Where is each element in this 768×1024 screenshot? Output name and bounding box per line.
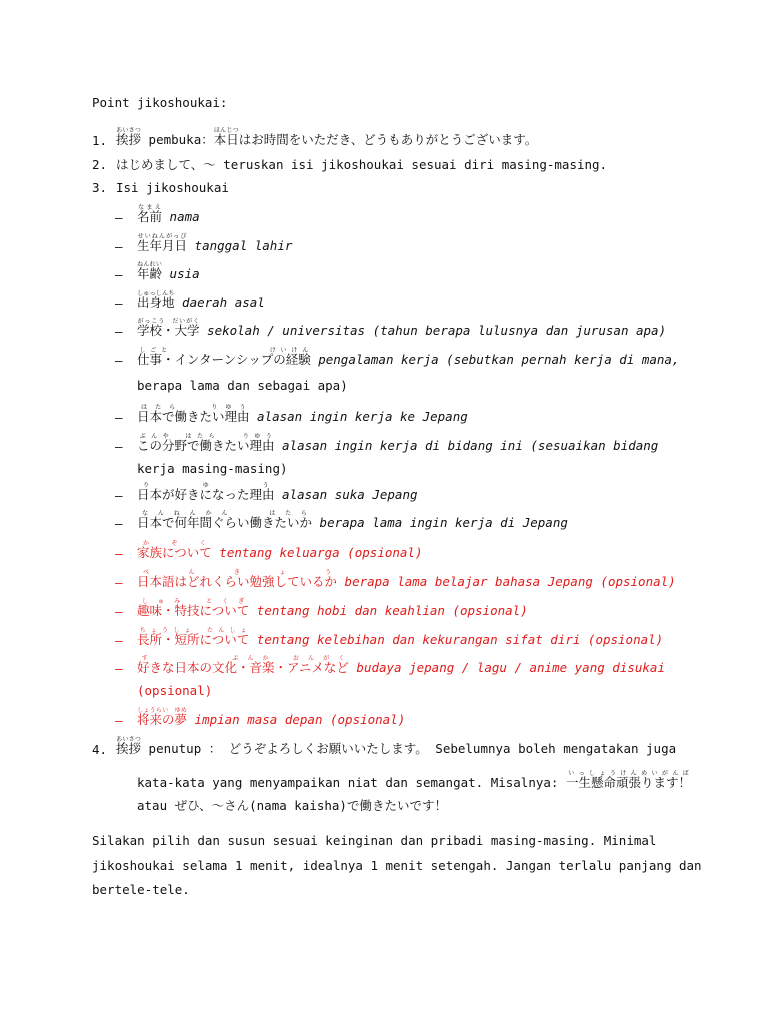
step-3-text: Isi jikoshoukai — [116, 180, 229, 195]
item-ruby: この分野で働きたい理由ぶんや はたら りゆう — [137, 433, 275, 453]
item-dash: – — [115, 439, 123, 454]
item-ruby: 趣味・特技についてしゅみ とくぎ — [137, 598, 250, 618]
item-ruby: 仕事・インターンシップの経験しごと けいけん — [137, 347, 311, 367]
item-ruby: 好きな日本の文化・音楽・アニメなどす ぶんか おんがく — [137, 655, 349, 675]
item-ruby: 家族についてかぞく — [137, 540, 212, 560]
item-dash: – — [115, 267, 123, 282]
item-dash: – — [115, 575, 123, 590]
item-description: tentang keluarga (opsional) — [211, 545, 423, 560]
item-text — [137, 404, 468, 425]
item-description: sekolah / universitas (tahun berapa lulusnya dan jurusan apa) — [199, 323, 667, 338]
item-continuation: berapa lama dan sebagai apa) — [137, 378, 348, 393]
item-ruby: 出身地しゅっしんち — [137, 290, 175, 310]
item-text — [137, 569, 676, 590]
item-ruby: 日本語はどれくらい勉強しているかべんきょう — [137, 569, 338, 589]
item-dash: – — [115, 353, 123, 368]
item-text — [137, 204, 200, 225]
item-text — [137, 433, 658, 454]
item-dash: – — [115, 604, 123, 619]
item-text — [137, 598, 528, 619]
step-4-line-2: kata-kata yang menyampaikan niat dan semangat. Misalnya: 一生懸命頑張ります！いっしょうけんめいがんば — [137, 770, 691, 790]
step-4-line-2-ruby: 一生懸命頑張ります！いっしょうけんめいがんば — [565, 770, 691, 790]
item-text — [137, 261, 200, 282]
item-description: berapa lama ingin kerja di Jepang — [312, 515, 568, 530]
item-description: daerah asal — [174, 295, 265, 310]
item-dash: – — [115, 516, 123, 531]
item-dash: – — [115, 296, 123, 311]
item-dash: – — [115, 239, 123, 254]
document-title: Point jikoshoukai: — [92, 95, 228, 110]
item-text — [137, 318, 666, 339]
item-text — [137, 290, 265, 311]
item-ruby: 長所・短所についてちょうしょ たんしょ — [137, 627, 250, 647]
item-ruby: 学校・大学がっこう だいがく — [137, 318, 200, 338]
item-ruby: 日本が好きになった理由りゆう — [137, 482, 275, 502]
step-2-text: はじめまして、～ teruskan isi jikoshoukai sesuai diri masing-masing. — [116, 157, 608, 172]
closing-line-2: jikoshoukai selama 1 menit, idealnya 1 menit setengah. Jangan terlalu panjang dan — [92, 858, 702, 873]
item-dash: – — [115, 713, 123, 728]
item-description: tentang hobi dan keahlian (opsional) — [249, 603, 528, 618]
item-text — [137, 540, 422, 561]
step-4-line-3: atau ぜひ、～さん(nama kaisha)で働きたいです！ — [137, 798, 447, 813]
item-description: alasan ingin kerja di bidang ini (sesuaikan bidang — [274, 438, 659, 453]
item-text — [137, 707, 405, 728]
item-text — [137, 233, 292, 254]
item-dash: – — [115, 410, 123, 425]
item-description: tanggal lahir — [187, 238, 293, 253]
item-description: usia — [162, 266, 200, 281]
item-description: alasan suka Jepang — [274, 487, 418, 502]
closing-line-3: bertele-tele. — [92, 882, 190, 897]
item-dash: – — [115, 661, 123, 676]
step-4-number: 4. — [92, 742, 108, 757]
item-description: impian masa depan (opsional) — [187, 712, 406, 727]
step-1-number: 1. — [92, 133, 108, 148]
item-ruby: 日本で働きたい理由はたら りゆう — [137, 404, 250, 424]
step-1-ruby: 挨拶あいさつ — [116, 127, 142, 147]
item-text — [137, 655, 665, 676]
item-description: berapa lama belajar bahasa Jepang (opsional) — [337, 574, 676, 589]
item-dash: – — [115, 210, 123, 225]
item-continuation: kerja masing-masing) — [137, 461, 288, 476]
item-text — [137, 510, 568, 531]
step-1-ruby2: 本日ほんじつ — [213, 127, 239, 147]
item-ruby: 年齢ねんれい — [137, 261, 163, 281]
item-continuation: (opsional) — [137, 683, 213, 698]
item-text — [137, 347, 679, 368]
step-1-text: 挨拶あいさつ pembuka：本日ほんじつはお時間をいただき、どうもありがとうございます。 — [116, 127, 538, 147]
item-description: tentang kelebihan dan kekurangan sifat diri (opsional) — [249, 632, 664, 647]
item-description: nama — [162, 209, 200, 224]
item-dash: – — [115, 633, 123, 648]
item-ruby: 日本で何年間ぐらい働きたいかなんねんかん はたら — [137, 510, 313, 530]
item-ruby: 名前なまえ — [137, 204, 163, 224]
step-2-number: 2. — [92, 157, 108, 172]
step-4-ruby: 挨拶あいさつ — [116, 736, 142, 756]
item-ruby: 生年月日せいねんがっぴ — [137, 233, 188, 253]
item-dash: – — [115, 546, 123, 561]
item-text — [137, 482, 418, 503]
item-description: alasan ingin kerja ke Jepang — [249, 409, 468, 424]
step-4-line-1: 挨拶あいさつ penutup ： どうぞよろしくお願いいたします。 Sebelumnya boleh mengatakan juga — [116, 736, 677, 756]
item-description: budaya jepang / lagu / anime yang disukai — [348, 660, 665, 675]
item-text — [137, 627, 663, 648]
item-description: pengalaman kerja (sebutkan pernah kerja di mana, — [310, 352, 680, 367]
step-3-number: 3. — [92, 180, 108, 195]
item-ruby: 将来の夢しょうらい ゆめ — [137, 707, 188, 727]
item-dash: – — [115, 324, 123, 339]
item-dash: – — [115, 488, 123, 503]
closing-line-1: Silakan pilih dan susun sesuai keinginan dan pribadi masing-masing. Minimal — [92, 833, 657, 848]
